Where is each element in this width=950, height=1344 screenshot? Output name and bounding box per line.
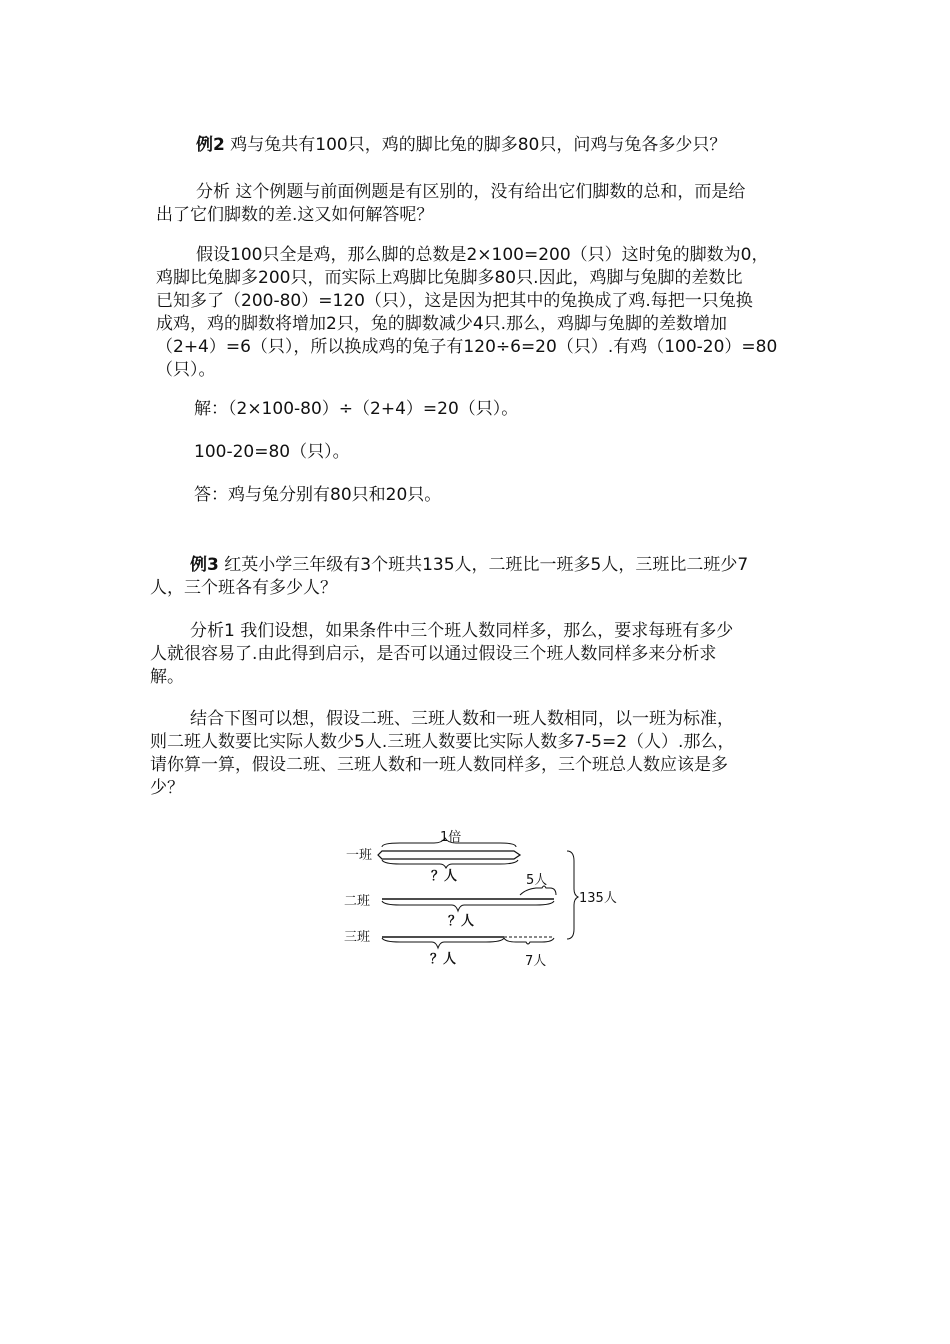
example3-analysis-line-3: 解。 xyxy=(150,667,184,687)
less7-label: 7人 xyxy=(525,954,547,969)
example2-reasoning-line-3: 已知多了（200-80）=120（只），这是因为把其中的兔换成了鸡.每把一只兔换 xyxy=(156,291,753,311)
example2-step2: 100-20=80（只）。 xyxy=(194,442,350,462)
class2-question: ？人 xyxy=(448,914,475,929)
example3-intro-line-3: 请你算一算，假设二班、三班人数和一班人数同样多，三个班总人数应该是多 xyxy=(150,755,728,775)
example2-analysis-line-1: 分析 这个例题与前面例题是有区别的，没有给出它们脚数的总和，而是给 xyxy=(196,182,746,202)
class1-bottom-brace xyxy=(382,860,518,868)
example3-intro-line-1: 结合下图可以想，假设二班、三班人数和一班人数相同，以一班为标准， xyxy=(190,709,734,729)
example2-reasoning-line-6: （只）。 xyxy=(156,360,216,380)
example2-reasoning-line-2: 鸡脚比兔脚多200只，而实际上鸡脚比兔脚多80只.因此，鸡脚与兔脚的差数比 xyxy=(156,268,743,288)
example3-intro-line-4: 少？ xyxy=(150,778,184,798)
example3-question-line-2: 人，三个班各有多少人？ xyxy=(150,578,337,598)
total-label: 135人 xyxy=(579,891,617,906)
example2-answer: 答：鸡与兔分别有80只和20只。 xyxy=(194,485,442,505)
class2-label: 二班 xyxy=(344,894,371,909)
example3-analysis-line-1: 分析1 我们设想，如果条件中三个班人数同样多，那么，要求每班有多少 xyxy=(190,621,734,641)
example3-question-1: 红英小学三年级有3个班共135人，二班比一班多5人，三班比二班少7 xyxy=(224,555,749,575)
class3-bottom-brace xyxy=(382,938,504,948)
example2-question: 鸡与兔共有100只，鸡的脚比兔的脚多80只，问鸡与兔各多少只？ xyxy=(230,135,727,155)
example3-intro-line-2: 则二班人数要比实际人数少5人.三班人数要比实际人数多7-5=2（人）.那么， xyxy=(150,732,735,752)
example3-analysis-line-2: 人就很容易了.由此得到启示，是否可以通过假设三个班人数同样多来分析求 xyxy=(150,644,717,664)
example3-question-line-1 xyxy=(190,554,748,576)
example2-analysis-line-2: 出了它们脚数的差.这又如何解答呢？ xyxy=(156,205,434,225)
class2-bottom-brace xyxy=(382,901,554,911)
class1-question: ？人 xyxy=(431,869,458,884)
class-size-diagram xyxy=(340,825,630,975)
example2-question-line xyxy=(196,134,726,156)
extra5-label: 5人 xyxy=(526,873,548,888)
example2-reasoning-line-5: （2+4）=6（只），所以换成鸡的兔子有120÷6=20（只）.有鸡（100-20）=80 xyxy=(156,337,778,357)
total-brace xyxy=(567,851,578,939)
example3-heading: 例3 xyxy=(190,555,219,575)
class3-label: 三班 xyxy=(344,930,371,945)
example2-reasoning-line-4: 成鸡，鸡的脚数将增加2只，兔的脚数减少4只.那么，鸡脚与兔脚的差数增加 xyxy=(156,314,728,334)
less7-brace xyxy=(504,938,554,944)
example2-reasoning-line-1: 假设100只全是鸡，那么脚的总数是2×100=200（只）这时兔的脚数为0， xyxy=(196,245,769,265)
example2-solution: 解：（2×100-80）÷（2+4）=20（只）。 xyxy=(194,399,519,419)
class1-bar xyxy=(378,851,520,859)
one-times-label: 1倍 xyxy=(440,830,462,845)
example2-heading: 例2 xyxy=(196,135,225,155)
class3-question: ？人 xyxy=(430,952,457,967)
class1-label: 一班 xyxy=(346,848,373,863)
